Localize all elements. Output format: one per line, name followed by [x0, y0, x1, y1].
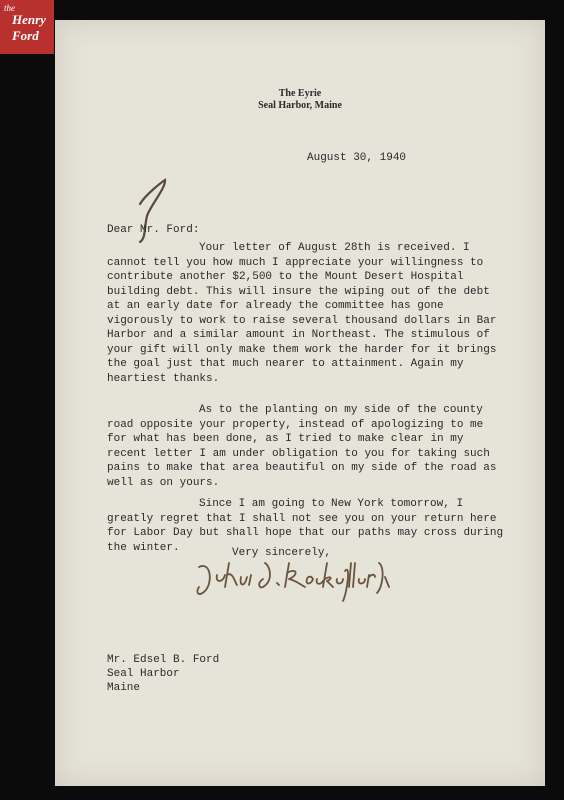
letterhead-location: Seal Harbor, Maine [258, 100, 342, 111]
logo-ford: Ford [12, 28, 39, 43]
logo-henry: Henry [12, 12, 46, 27]
letterhead-name: The Eyrie [278, 88, 322, 99]
body-paragraph-3: Since I am going to New York tomorrow, I greatly regret that I shall not see you on your return here for Labor Day but shall hope that our paths may cross during the winter. [107, 498, 504, 554]
recipient-line-3: Maine [107, 682, 141, 694]
recipient-address [107, 653, 219, 695]
body-paragraph-2: As to the planting on my side of the county road opposite your property, instead of apologizing to me for what has been done, as I tried to make clear in my recent letter I am under obligation to you for taking such pains to make that area beautiful on my side of the road as well as on yours. [107, 404, 497, 489]
recipient-name: Mr. Edsel B. Ford [107, 654, 220, 666]
closing: Very sincerely, [232, 547, 332, 559]
salutation: Dear Mr. Ford: [107, 224, 200, 236]
body-paragraph-1: Your letter of August 28th is received. I cannot tell you how much I appreciate your willingness to contribute another $2,500 to the Mount Desert Hospital building debt. This will insure the wiping out of the debt at an early date for already the committee has gone vigorously to work to raise several thousand dollars in Bar Harbor and a similar amount in Northeast. The stimulous of your gift will only make them work the harder for it brings the goal just that much nearer to attainment. Again my heartiest thanks. [107, 242, 497, 385]
recipient-line-2: Seal Harbor [107, 668, 180, 680]
henry-ford-logo [0, 0, 54, 54]
letter-date: August 30, 1940 [307, 152, 407, 164]
logo-the: the [4, 3, 15, 13]
letter-page [55, 20, 545, 786]
signature [193, 553, 393, 605]
